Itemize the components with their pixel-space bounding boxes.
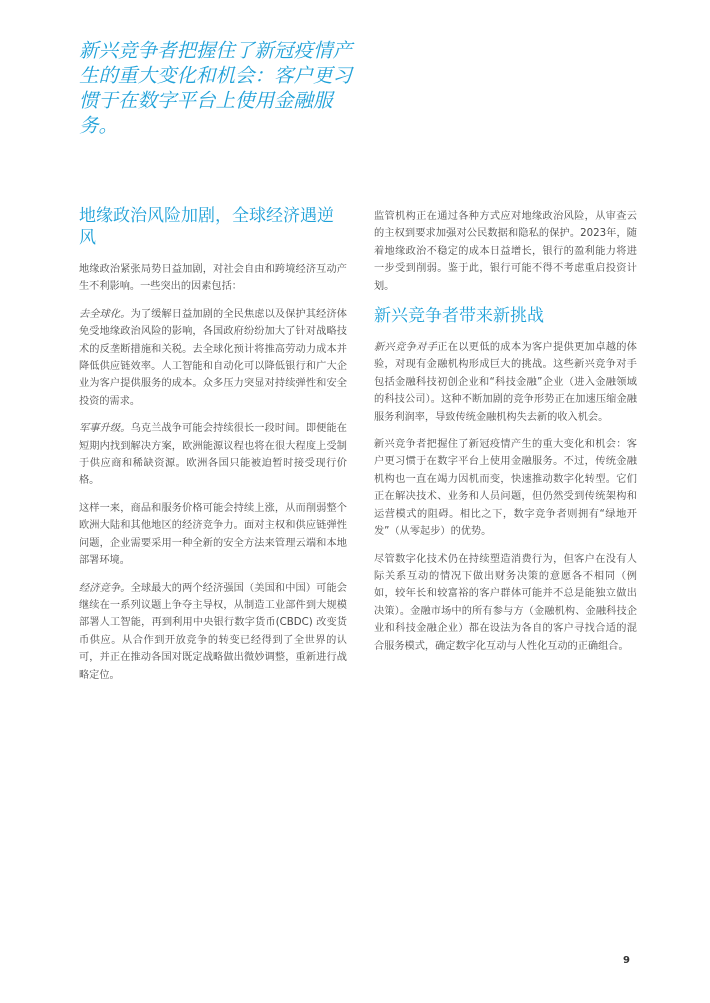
paragraph-covid-shift <box>374 436 637 540</box>
right-column <box>374 208 637 665</box>
paragraph-lead: 去全球化。 <box>79 308 131 320</box>
paragraph-lead: 新兴竞争对手 <box>374 342 438 354</box>
pull-quote: 新兴竞争者把握住了新冠疫情产生的重大变化和机会：客户更习惯于在数字平台上使用金融服务。 <box>79 39 353 137</box>
section-heading-new-competitors: 新兴竞争者带来新挑战 <box>374 306 544 327</box>
intro-paragraph: 地缘政治紧张局势日益加剧，对社会自由和跨境经济互动产生不利影响。一些突出的因素包括： <box>79 264 347 293</box>
paragraph-deglobalization <box>79 306 347 410</box>
paragraph-regulators: 监管机构正在通过各种方式应对地缘政治风险，从审查云的主权到要求加强对公民数据和隐私的保护。2023年，随着地缘政治不稳定的成本日益增长，银行的盈利能力将进一步受到削弱。鉴于此，银行可能不得不考虑重启投资计划。 <box>374 211 637 292</box>
paragraph-body: 这样一来，商品和服务价格可能会持续上涨，从而削弱整个欧洲大陆和其他地区的经济竞争力。面对主权和供应链弹性问题，企业需要采用一种全新的安全方法来管理云端和本地部署环境。 <box>79 502 347 567</box>
paragraph-military <box>79 420 347 490</box>
paragraph-body: 全球最大的两个经济强国（美国和中国）可能会继续在一系列议题上争夺主导权，从制造工业部件到大规模部署人工智能，再到利用中央银行数字货币(CBDC) 改变货币供应。从合作到开放竞争的转变已经得到了全世界的认可，并正在推动各国对既定战略做出微妙调整，重新进行战略定位。 <box>79 582 347 681</box>
page-number: 9 <box>623 955 630 966</box>
section-heading-geopolitics: 地缘政治风险加剧，全球经济遇逆风 <box>79 206 334 248</box>
paragraph-prices <box>79 500 347 570</box>
paragraph-new-rivals <box>374 339 637 426</box>
paragraph-lead: 军事升级。 <box>79 423 131 435</box>
paragraph-body: 为了缓解日益加剧的全民焦虑以及保护其经济体免受地缘政治风险的影响，各国政府纷纷加大了针对战略技术的反垄断措施和关税。去全球化预计将推高劳动力成本并降低供应链效率。人工智能和自动化可以降低银行和广大企业为客户提供服务的成本。众多压力突显对持续弹性和安全投资的需求。 <box>79 308 347 407</box>
paragraph-body: 乌克兰战争可能会持续很长一段时间。即便能在短期内找到解决方案，欧洲能源议程也将在很大程度上受制于供应商和稀缺资源。欧洲各国只能被迫暂时接受现行价格。 <box>79 423 347 487</box>
paragraph-economic-competition <box>79 580 347 684</box>
paragraph-hybrid-model <box>374 551 637 655</box>
paragraph-body: 尽管数字化技术仍在持续塑造消费行为，但客户在没有人际关系互动的情况下做出财务决策的意愿各不相同（例如，较年长和较富裕的客户群体可能并不总是能独立做出决策）。金融市场中的所有参与方（金融机构、金融科技企业和科技金融企业）都在设法为各自的客户寻找合适的混合服务模式，确定数字化互动与人性化互动的正确组合。 <box>374 553 637 652</box>
paragraph-body: 正在以更低的成本为客户提供更加卓越的体验，对现有金融机构形成巨大的挑战。这些新兴竞争对手包括金融科技初创企业和“科技金融”企业（进入金融领域的科技公司）。这种不断加剧的竞争形势正在加速压缩金融服务利润率，导致传统金融机构失去新的收入机会。 <box>374 342 637 423</box>
paragraph-lead: 经济竞争。 <box>79 582 131 594</box>
left-column <box>79 205 347 694</box>
paragraph-body: 新兴竞争者把握住了新冠疫情产生的重大变化和机会：客户更习惯于在数字平台上使用金融服务。不过，传统金融机构也一直在竭力因机而变，快速推动数字化转型。它们正在解决技术、业务和人员问题，但仍然受到传统架构和运营模式的阻碍。相比之下，数字竞争者则拥有“绿地开发”（从零起步）的优势。 <box>374 439 637 538</box>
